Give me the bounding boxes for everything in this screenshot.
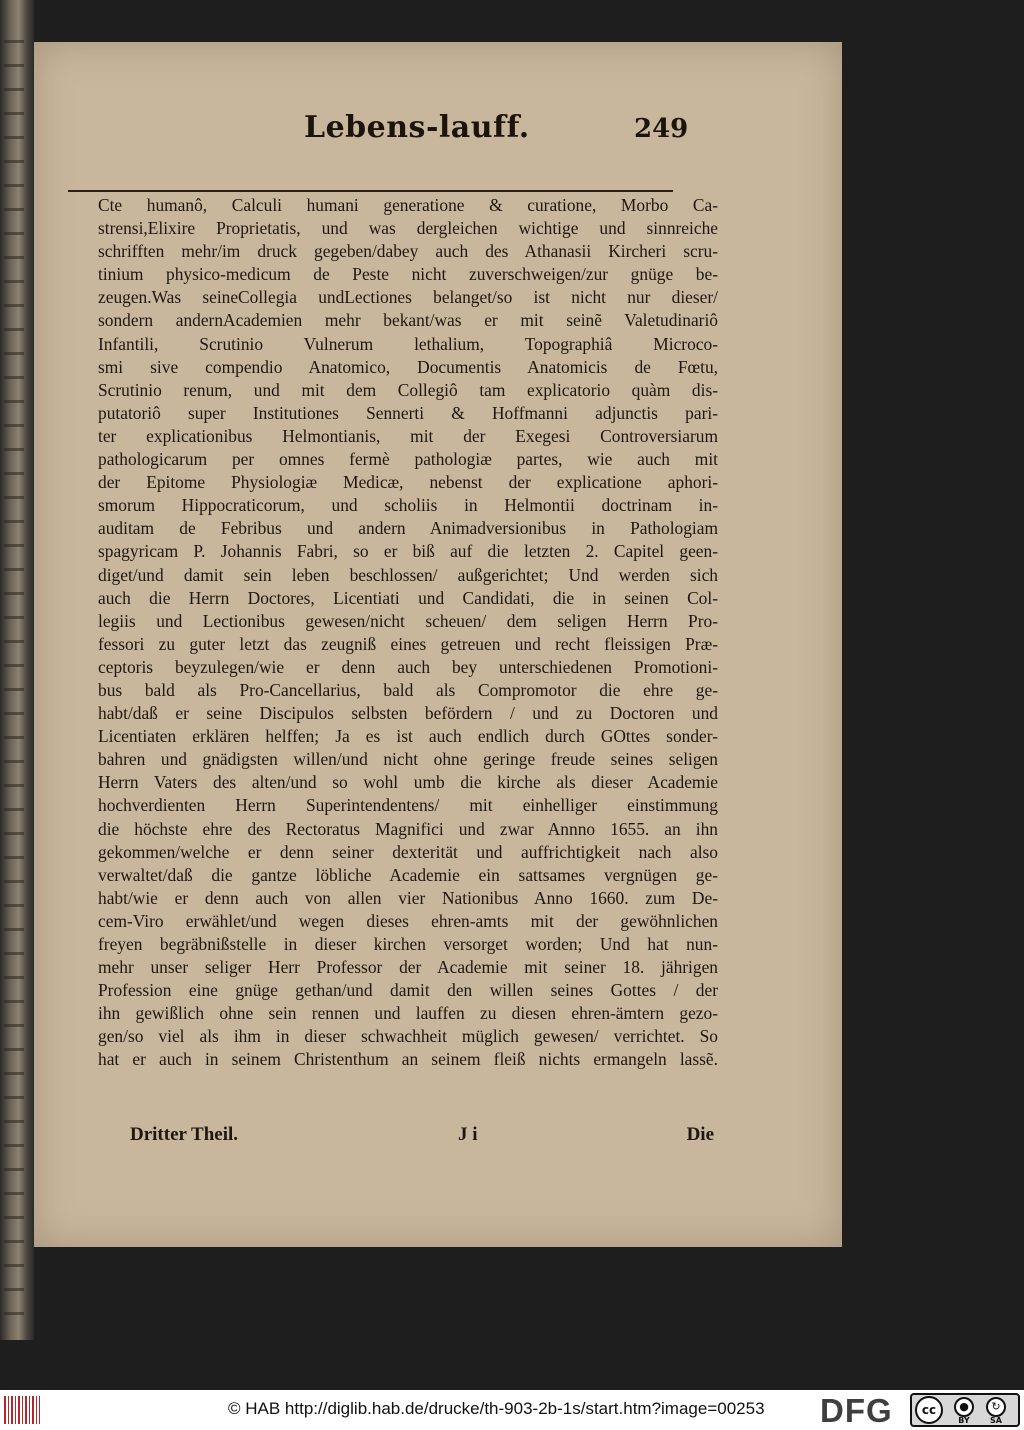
text-line: diget/und damit sein leben beschlossen/ außgerichtet; Und werden sich — [98, 564, 718, 585]
text-line: smi sive compendio Anatomico, Documentis Anatomicis de Fœtu, — [98, 356, 718, 377]
attribution-icon: ● — [954, 1397, 974, 1417]
catchword-left: Dritter Theil. — [130, 1124, 238, 1145]
text-line: cem-Viro erwählet/und wegen dieses ehren-amts mit der gewöhnlichen — [98, 910, 718, 931]
page-footer — [130, 1124, 714, 1152]
text-line: verwaltet/daß die gantze löbliche Academie ein sattsames vergnügen ge- — [98, 864, 718, 885]
text-line: hat er auch in seinem Christenthum an seinem fleiß nichts ermangeln lassẽ. — [98, 1049, 718, 1070]
text-line: habt/wie er denn auch von allen vier Nationibus Anno 1660. zum De- — [98, 887, 718, 908]
signature-mark: J i — [458, 1124, 478, 1145]
text-line: putatoriô super Institutiones Sennerti & Hoffmanni adjunctis pari- — [98, 402, 718, 423]
page-header — [304, 110, 704, 150]
catchword-right: Die — [686, 1124, 714, 1145]
copyright-link[interactable]: © HAB http://diglib.hab.de/drucke/th-903-2b-1s/start.htm?image=00253 — [228, 1399, 765, 1418]
text-line: gekommen/welche er denn seiner dexterität und auffrichtigkeit nach also — [98, 841, 718, 862]
viewer-footer-bar — [0, 1390, 1024, 1430]
text-line: strensi,Elixire Proprietatis, und was dergleichen wichtige und sinnreiche — [98, 218, 718, 239]
scanned-book-page — [34, 42, 842, 1247]
body-text — [98, 194, 718, 1072]
text-line: mehr unser seliger Herr Professor der Academie mit seiner 18. jährigen — [98, 957, 718, 978]
text-line: ter explicationibus Helmontianis, mit der Exegesi Controversiarum — [98, 425, 718, 446]
creative-commons-icon: cc — [915, 1396, 943, 1424]
text-line: Herrn Vaters des alten/und so wohl umb die kirche als dieser Academie — [98, 772, 718, 793]
sa-label: SA — [990, 1416, 1002, 1425]
text-line: schrifften mehr/im druck gegeben/dabey auch des Athanasii Kircheri scru- — [98, 241, 718, 262]
text-line: hochverdienten Herrn Superintendentens/ mit einhelliger einstimmung — [98, 795, 718, 816]
share-alike-icon: ↻ — [986, 1397, 1006, 1417]
text-line: auch die Herrn Doctores, Licentiati und Candidati, die in seinen Col- — [98, 587, 718, 608]
text-line: Scrutinio renum, und mit dem Collegiô tam explicatorio quàm dis- — [98, 379, 718, 400]
text-line: pathologicarum per omnes fermè pathologiæ partes, wie auch mit — [98, 449, 718, 470]
text-line: freyen begräbnißstelle in dieser kirchen versorget worden; Und hat nun- — [98, 934, 718, 954]
by-label: BY — [958, 1416, 970, 1425]
text-line: Licentiaten erklären helffen; Ja es ist auch endlich durch GOttes sonder- — [98, 726, 718, 747]
text-line: bus bald als Pro-Cancellarius, bald als Compromotor die ehre ge- — [98, 679, 718, 700]
text-line: ceptoris beyzulegen/wie er denn auch bey unterschiedenen Promotioni- — [98, 656, 718, 677]
adjacent-page-text — [4, 40, 24, 1320]
page-number: 249 — [634, 114, 689, 144]
barcode-icon — [4, 1396, 40, 1424]
text-line: ihn gewißlich ohne sein rennen und lauffen zu diesen ehren-ämtern gezo- — [98, 1003, 718, 1024]
text-line: Profession eine gnüge gethan/und damit den willen seines Gottes / der — [98, 980, 718, 1001]
text-line: Cte humanô, Calculi humani generatione & curatione, Morbo Ca- — [98, 195, 718, 215]
text-line: spagyricam P. Johannis Fabri, so er biß auf die letzten 2. Capitel geen- — [98, 541, 718, 562]
text-line: die höchste ehre des Rectoratus Magnifici und zwar Annno 1655. an ihn — [98, 818, 718, 839]
running-title: Lebens-lauff. — [304, 110, 530, 145]
text-line: smorum Hippocraticorum, und scholiis in Helmontii doctrinam in- — [98, 495, 718, 516]
text-line: sondern andernAcademien mehr bekant/was er mit seinẽ Valetudinariô — [98, 310, 718, 331]
text-line: der Epitome Physiologiæ Medicæ, nebenst der explicatione aphori- — [98, 472, 718, 493]
text-line: bahren und gnädigsten willen/und nicht ohne geringe freude seines seligen — [98, 749, 718, 770]
text-line: Infantili, Scrutinio Vulnerum lethalium, Topographiâ Microco- — [98, 333, 718, 354]
text-line: gen/so viel als ihm in dieser schwachheit müglich gewesen/ verrichtet. So — [98, 1026, 718, 1047]
adjacent-page-spine — [0, 0, 34, 1340]
header-rule — [68, 190, 673, 192]
text-line: auditam de Febribus und andern Animadversionibus in Pathologiam — [98, 518, 718, 539]
dfg-logo: DFG — [820, 1392, 893, 1429]
cc-license-badge[interactable] — [910, 1393, 1020, 1427]
text-line: fessori zu guter letzt das zeugniß eines getreuen und recht fleissigen Præ- — [98, 633, 718, 654]
text-line: tinium physico-medicum de Peste nicht zuverschweigen/zur gnüge be- — [98, 264, 718, 285]
text-line: zeugen.Was seineCollegia undLectiones belanget/so ist nicht nur dieser/ — [98, 287, 718, 308]
text-line: legiis und Lectionibus gewesen/nicht scheuen/ dem seligen Herrn Pro- — [98, 610, 718, 631]
text-line: habt/daß er seine Discipulos selbsten befördern / und zu Doctoren und — [98, 703, 718, 724]
